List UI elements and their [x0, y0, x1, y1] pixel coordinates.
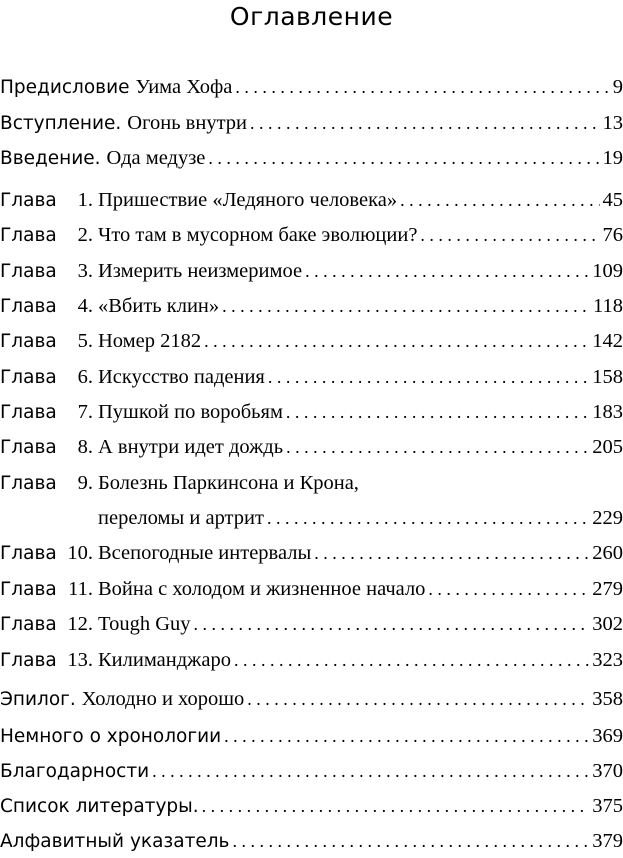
entry-title: Килиманджаро	[98, 649, 231, 671]
entry-title: Война с холодом и жизненное начало	[98, 578, 426, 600]
chapter-number: 7.	[77, 401, 93, 423]
entry-title-continued: переломы и артрит	[98, 507, 264, 529]
dot-leader	[194, 609, 590, 639]
entry-title: Измерить неизмеримое	[98, 260, 303, 282]
dot-leader	[286, 397, 589, 427]
chapter-number: 9.	[77, 472, 93, 494]
toc-entry-chapter-6	[0, 362, 623, 392]
chapter-word: Глава	[0, 579, 57, 600]
dot-leader	[208, 143, 599, 173]
dot-leader	[204, 326, 589, 356]
dot-leader	[314, 538, 589, 568]
chapter-word: Глава	[0, 543, 57, 564]
chapter-word: Глава	[0, 225, 57, 246]
chapter-number: 11.	[68, 578, 93, 600]
toc-entry-index	[0, 826, 623, 856]
dot-leader	[232, 826, 589, 856]
toc-entry-chapter-3	[0, 256, 623, 286]
chapter-number: 4.	[77, 295, 93, 317]
entry-title: Холодно и хорошо	[81, 688, 245, 710]
chapter-word: Глава	[0, 367, 57, 388]
chapter-word: Глава	[0, 296, 57, 317]
page-number: 379	[592, 830, 623, 852]
page-number: 370	[592, 760, 623, 782]
dot-leader	[400, 185, 599, 215]
toc-entry-chapter-4	[0, 291, 623, 321]
entry-label: Немного о хронологии	[0, 726, 222, 747]
dot-leader	[267, 503, 589, 533]
chapter-number: 5.	[77, 330, 93, 352]
chapter-word: Глава	[0, 437, 57, 458]
page-number: 19	[602, 147, 623, 169]
page-number: 109	[592, 260, 623, 282]
chapter-number: 8.	[77, 436, 93, 458]
chapter-number: 1.	[77, 189, 93, 211]
dot-leader	[235, 72, 609, 102]
page-number: 358	[592, 688, 623, 710]
chapter-word: Глава	[0, 190, 57, 211]
toc-entry-introduction	[0, 143, 623, 173]
chapter-word: Глава	[0, 614, 57, 635]
dot-leader	[268, 362, 589, 392]
toc-entry-chapter-9-continued	[0, 503, 623, 533]
page-number: 260	[592, 542, 623, 564]
entry-title: А внутри идет дождь	[98, 436, 284, 458]
page-number: 45	[602, 189, 623, 211]
entry-label: Предисловие	[0, 77, 130, 98]
entry-title: Ода медузе	[106, 147, 206, 169]
page-number: 323	[592, 649, 623, 671]
entry-title: Всепогодные интервалы	[98, 542, 312, 564]
toc-entry-preface	[0, 72, 623, 102]
entry-title: Что там в мусорном баке эволюции?	[98, 224, 418, 246]
dot-leader	[222, 291, 590, 321]
toc-entry-chapter-13	[0, 645, 623, 675]
chapter-word: Глава	[0, 473, 57, 494]
toc-entry-chapter-5	[0, 326, 623, 356]
dot-leader	[420, 220, 599, 250]
entry-label: Список литературы.	[0, 796, 199, 817]
chapter-number: 3.	[77, 260, 93, 282]
toc-entry-chapter-10	[0, 538, 623, 568]
toc-entry-chapter-2	[0, 220, 623, 250]
dot-leader	[305, 256, 589, 286]
entry-title: Искусство падения	[98, 366, 265, 388]
chapter-number: 13.	[67, 649, 93, 671]
toc-entry-chapter-11	[0, 574, 623, 604]
page-number: 183	[592, 401, 623, 423]
chapter-word: Глава	[0, 650, 57, 671]
page-number: 142	[592, 330, 623, 352]
dot-leader	[286, 432, 589, 462]
toc-entry-acknowledgements	[0, 756, 623, 786]
dot-leader	[428, 574, 589, 604]
page-number: 13	[602, 112, 623, 134]
entry-label: Вступление.	[0, 113, 122, 134]
toc-entry-chapter-12	[0, 609, 623, 639]
page-number: 375	[592, 795, 623, 817]
entry-label: Благодарности	[0, 761, 150, 782]
entry-title: Уима Хофа	[135, 76, 233, 98]
page-number: 158	[592, 366, 623, 388]
toc-entry-chapter-8	[0, 432, 623, 462]
chapter-word: Глава	[0, 331, 57, 352]
page-number: 205	[592, 436, 623, 458]
entry-title: Tough Guy	[98, 613, 191, 635]
dot-leader	[202, 791, 590, 821]
entry-label: Алфавитный указатель	[0, 831, 230, 852]
entry-title: Болезнь Паркинсона и Крона,	[98, 472, 359, 494]
page-number: 76	[602, 224, 623, 246]
chapter-number: 10.	[67, 542, 93, 564]
toc-entry-chapter-7	[0, 397, 623, 427]
toc-entry-bibliography	[0, 791, 623, 821]
chapter-number: 6.	[77, 366, 93, 388]
chapter-number: 2.	[77, 224, 93, 246]
dot-leader	[224, 721, 589, 751]
toc-entry-chronology	[0, 721, 623, 751]
page-number: 369	[592, 725, 623, 747]
page-number: 229	[592, 507, 623, 529]
entry-title: «Вбить клин»	[98, 295, 220, 317]
entry-title: Номер 2182	[98, 330, 202, 352]
page-number: 9	[612, 76, 623, 98]
page-number: 279	[592, 578, 623, 600]
entry-title: Огонь внутри	[127, 112, 248, 134]
chapter-number: 12.	[67, 613, 93, 635]
entry-title: Пришествие «Ледяного человека»	[98, 189, 398, 211]
toc-entry-chapter-1	[0, 185, 623, 215]
toc-entry-epilogue	[0, 684, 623, 714]
dot-leader	[247, 684, 589, 714]
entry-label: Введение.	[0, 148, 101, 169]
toc-entry-foreword	[0, 108, 623, 138]
dot-leader	[234, 645, 589, 675]
entry-label: Эпилог.	[0, 689, 76, 710]
dot-leader	[152, 756, 589, 786]
chapter-word: Глава	[0, 261, 57, 282]
toc-entry-chapter-9	[0, 468, 623, 498]
page-title: Оглавление	[229, 2, 394, 31]
dot-leader	[250, 108, 599, 138]
page-number: 302	[592, 613, 623, 635]
entry-title: Пушкой по воробьям	[98, 401, 283, 423]
page-number: 118	[593, 295, 623, 317]
chapter-word: Глава	[0, 402, 57, 423]
